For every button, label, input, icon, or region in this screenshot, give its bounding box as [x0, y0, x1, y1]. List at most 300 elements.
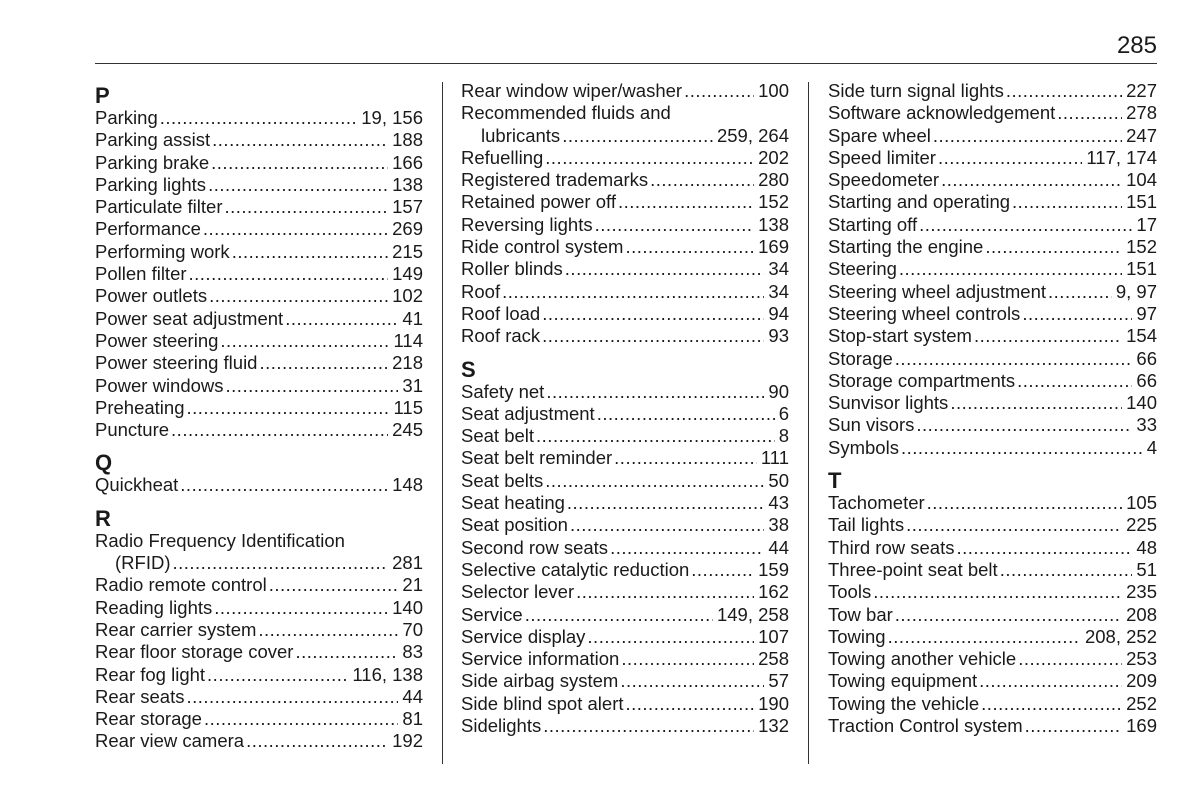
page-reference: 114 — [393, 329, 423, 351]
page-reference: 215 — [392, 240, 423, 262]
page-reference: 4 — [1146, 436, 1157, 458]
index-entry — [95, 330, 423, 352]
dot-leader — [171, 419, 388, 441]
dot-leader — [587, 626, 754, 648]
page-reference: 208 — [1126, 603, 1157, 625]
index-entry — [95, 708, 423, 730]
index-term: Side airbag system — [461, 670, 619, 692]
index-term: Rear carrier system — [95, 618, 257, 640]
index-term: Towing — [828, 625, 886, 647]
dot-leader — [899, 258, 1122, 280]
index-term: Rear floor storage cover — [95, 641, 294, 663]
index-term: Parking lights — [95, 173, 207, 195]
page-reference: 21 — [402, 574, 423, 596]
section-letter-s: S — [461, 356, 476, 382]
dot-leader — [621, 648, 754, 670]
dot-leader — [207, 664, 348, 686]
page-reference: 218 — [392, 352, 423, 374]
page-reference: 140 — [392, 596, 423, 618]
index-term: Power seat adjustment — [95, 307, 284, 329]
index-entry — [828, 559, 1157, 581]
dot-leader — [950, 392, 1122, 414]
page-reference: 50 — [768, 469, 789, 491]
dot-leader — [620, 670, 764, 692]
dot-leader — [545, 147, 754, 169]
index-entry — [461, 715, 789, 737]
dot-leader — [956, 537, 1132, 559]
page-reference: 93 — [768, 325, 789, 347]
index-entry — [95, 263, 423, 285]
dot-leader — [546, 381, 764, 403]
dot-leader — [565, 258, 765, 280]
index-entry — [461, 381, 789, 403]
dot-leader — [542, 325, 764, 347]
dot-leader — [214, 597, 388, 619]
dot-leader — [927, 492, 1122, 514]
index-term: Parking — [95, 107, 158, 128]
dot-leader — [614, 447, 757, 469]
index-entry — [828, 169, 1157, 191]
index-entry-term-line — [461, 102, 789, 124]
index-term: Three-point seat belt — [828, 558, 998, 580]
index-term: Rear window wiper/washer — [461, 80, 683, 101]
index-term: Performing work — [95, 240, 230, 262]
index-entry — [828, 414, 1157, 436]
page-reference: 17 — [1136, 213, 1157, 235]
page-reference: 33 — [1136, 414, 1157, 436]
index-term: Starting the engine — [828, 236, 984, 258]
index-term: Storage — [828, 347, 893, 369]
index-entry — [461, 693, 789, 715]
page-reference: 107 — [758, 625, 789, 647]
dot-leader — [180, 474, 388, 496]
page-reference: 132 — [758, 715, 789, 737]
dot-leader — [186, 397, 389, 419]
page-reference: 247 — [1126, 124, 1157, 146]
page-reference: 34 — [768, 280, 789, 302]
dot-leader — [189, 263, 389, 285]
dot-leader — [295, 641, 398, 663]
index-term: Rear fog light — [95, 663, 206, 685]
column-divider — [808, 82, 809, 764]
page-reference: 278 — [1126, 102, 1157, 124]
section-letter-q: Q — [95, 450, 113, 476]
index-term: Traction Control system — [828, 715, 1023, 737]
index-term: Recommended fluids and — [461, 102, 671, 124]
index-term: Starting and operating — [828, 191, 1011, 213]
dot-leader — [941, 169, 1122, 191]
page-reference: 48 — [1136, 536, 1157, 558]
index-term: Software acknowledgement — [828, 102, 1056, 124]
index-term: Tachometer — [828, 492, 925, 514]
page-reference: 281 — [392, 552, 423, 574]
page-reference: 227 — [1126, 80, 1157, 101]
index-entry — [828, 214, 1157, 236]
index-entry — [828, 303, 1157, 325]
dot-leader — [895, 348, 1133, 370]
index-entry — [828, 514, 1157, 536]
page-reference: 38 — [768, 514, 789, 536]
index-term: Refuelling — [461, 146, 544, 168]
index-term: Pollen filter — [95, 263, 187, 285]
index-term: Radio remote control — [95, 574, 267, 596]
page-reference: 66 — [1136, 347, 1157, 369]
dot-leader — [545, 470, 764, 492]
dot-leader — [172, 552, 388, 574]
index-term: Power outlets — [95, 285, 208, 307]
index-entry — [95, 241, 423, 263]
index-entry — [95, 375, 423, 397]
index-term: Seat belt — [461, 425, 535, 447]
index-entry — [95, 574, 423, 596]
page-reference: 280 — [758, 169, 789, 191]
index-entry — [461, 492, 789, 514]
dot-leader — [209, 285, 388, 307]
dot-leader — [211, 152, 388, 174]
page-number: 285 — [1116, 32, 1157, 59]
index-term: Towing the vehicle — [828, 692, 980, 714]
dot-leader — [285, 308, 398, 330]
page-reference: 259, 264 — [716, 124, 789, 146]
page-reference: 169 — [1126, 715, 1157, 737]
index-term: Steering wheel controls — [828, 302, 1021, 324]
index-column-1 — [95, 80, 423, 753]
dot-leader — [691, 559, 754, 581]
index-term: Seat position — [461, 514, 568, 536]
index-term: Quickheat — [95, 474, 179, 496]
dot-leader — [226, 375, 399, 397]
section-letter-r: R — [95, 505, 111, 531]
index-entry — [461, 648, 789, 670]
page-reference: 208, 252 — [1084, 625, 1157, 647]
dot-leader — [1017, 370, 1132, 392]
index-entry — [828, 191, 1157, 213]
index-entry — [95, 641, 423, 663]
page-reference: 258 — [758, 648, 789, 670]
index-term: Retained power off — [461, 191, 616, 213]
index-entry — [461, 147, 789, 169]
page-reference: 148 — [392, 474, 423, 496]
dot-leader — [1012, 191, 1122, 213]
index-term: Roof — [461, 280, 501, 302]
page-reference: 100 — [758, 80, 789, 101]
index-entry — [828, 236, 1157, 258]
dot-leader — [625, 236, 754, 258]
page-reference: 66 — [1136, 369, 1157, 391]
section-letter-t: T — [828, 468, 842, 494]
dot-leader — [536, 425, 775, 447]
index-term: Preheating — [95, 396, 185, 418]
index-entry — [461, 470, 789, 492]
index-term: Symbols — [828, 436, 899, 458]
page-reference: 235 — [1126, 581, 1157, 603]
dot-leader — [225, 196, 389, 218]
index-entry — [828, 281, 1157, 303]
index-entry — [461, 537, 789, 559]
index-entry — [95, 308, 423, 330]
index-term: Parking assist — [95, 129, 211, 151]
dot-leader — [626, 693, 755, 715]
index-entry — [461, 80, 789, 102]
dot-leader — [525, 604, 713, 626]
page-reference: 140 — [1126, 392, 1157, 414]
index-entry — [95, 664, 423, 686]
dot-leader — [1000, 559, 1133, 581]
page-reference: 149 — [392, 263, 423, 285]
dot-leader — [567, 492, 765, 514]
index-entry — [828, 80, 1157, 102]
dot-leader — [204, 708, 398, 730]
index-term: Rear view camera — [95, 730, 245, 752]
dot-leader — [985, 236, 1122, 258]
index-entry — [828, 537, 1157, 559]
page-reference: 117, 174 — [1086, 146, 1157, 168]
index-term: Service information — [461, 648, 620, 670]
index-term: Third row seats — [828, 536, 955, 558]
index-term: Seat belt reminder — [461, 447, 613, 469]
index-entry — [828, 604, 1157, 626]
page-reference: 9, 97 — [1115, 280, 1157, 302]
index-entry — [95, 129, 423, 151]
dot-leader — [916, 414, 1132, 436]
page-reference: 94 — [768, 302, 789, 324]
dot-leader — [258, 619, 398, 641]
index-entry — [461, 303, 789, 325]
index-term: Roller blinds — [461, 258, 563, 280]
dot-leader — [938, 147, 1082, 169]
page-reference: 116, 138 — [352, 663, 423, 685]
index-term: Radio Frequency Identification — [95, 529, 345, 551]
dot-leader — [1057, 102, 1122, 124]
index-entry — [461, 670, 789, 692]
index-entry — [461, 281, 789, 303]
column-divider — [442, 82, 443, 764]
index-term: Seat belts — [461, 469, 544, 491]
index-term: Tow bar — [828, 603, 893, 625]
page-reference: 111 — [760, 447, 789, 469]
index-term: Sidelights — [461, 715, 542, 737]
index-entry — [95, 196, 423, 218]
page-reference: 192 — [392, 730, 423, 752]
dot-leader — [650, 169, 754, 191]
index-entry — [461, 425, 789, 447]
index-term: Ride control system — [461, 236, 624, 258]
dot-leader — [888, 626, 1081, 648]
index-entry — [461, 403, 789, 425]
dot-leader — [901, 437, 1143, 459]
index-term: Registered trademarks — [461, 169, 649, 191]
dot-leader — [981, 693, 1122, 715]
index-entry — [95, 474, 423, 496]
index-term: Performance — [95, 218, 201, 240]
page-reference: 8 — [778, 425, 789, 447]
index-entry — [95, 218, 423, 240]
index-entry — [461, 581, 789, 603]
page-reference: 70 — [402, 618, 423, 640]
page-reference: 138 — [758, 213, 789, 235]
dot-leader — [933, 125, 1122, 147]
page-reference: 245 — [392, 419, 423, 441]
dot-leader — [246, 730, 388, 752]
index-term: Speedometer — [828, 169, 940, 191]
dot-leader — [1018, 648, 1122, 670]
index-entry — [828, 258, 1157, 280]
page-reference: 41 — [402, 307, 423, 329]
page-reference: 151 — [1126, 191, 1157, 213]
index-entry — [461, 325, 789, 347]
page-reference: 162 — [758, 581, 789, 603]
index-term: Power steering fluid — [95, 352, 258, 374]
page-reference: 159 — [758, 558, 789, 580]
dot-leader — [576, 581, 754, 603]
dot-leader — [186, 686, 398, 708]
page-reference: 19, 156 — [361, 107, 423, 128]
page-reference: 43 — [768, 492, 789, 514]
index-term: Power windows — [95, 374, 224, 396]
index-entry — [461, 559, 789, 581]
index-entry — [828, 147, 1157, 169]
index-term: Selective catalytic reduction — [461, 558, 690, 580]
dot-leader — [1025, 715, 1122, 737]
index-term: Tools — [828, 581, 872, 603]
index-term: Rear storage — [95, 708, 202, 730]
index-term: Steering wheel adjustment — [828, 280, 1047, 302]
index-term: Spare wheel — [828, 124, 931, 146]
dot-leader — [618, 191, 754, 213]
page-reference: 97 — [1136, 302, 1157, 324]
page-reference: 31 — [402, 374, 423, 396]
dot-leader — [895, 604, 1122, 626]
index-column-3 — [828, 80, 1157, 737]
index-column-2 — [461, 80, 789, 737]
page-reference: 190 — [758, 692, 789, 714]
index-term: Service — [461, 603, 523, 625]
index-term: Reading lights — [95, 596, 213, 618]
page-reference: 105 — [1126, 492, 1157, 514]
index-entry — [461, 169, 789, 191]
page-reference: 6 — [778, 402, 789, 424]
index-entry — [95, 152, 423, 174]
index-entry — [828, 693, 1157, 715]
index-entry — [828, 648, 1157, 670]
index-term: Starting off — [828, 213, 918, 235]
page-reference: 81 — [402, 708, 423, 730]
dot-leader — [160, 107, 358, 129]
index-term: Side blind spot alert — [461, 692, 624, 714]
index-entry — [95, 352, 423, 374]
index-entry — [828, 370, 1157, 392]
index-term-continuation: (RFID) — [115, 552, 171, 574]
index-term: Sun visors — [828, 414, 915, 436]
page-reference: 269 — [392, 218, 423, 240]
index-term: Service display — [461, 625, 586, 647]
index-entry — [95, 419, 423, 441]
dot-leader — [203, 218, 388, 240]
index-term: Rear seats — [95, 685, 185, 707]
index-entry — [95, 107, 423, 129]
page-reference: 44 — [402, 685, 423, 707]
section-letter-p: P — [95, 83, 110, 108]
header-rule — [95, 63, 1157, 64]
page-reference: 90 — [768, 380, 789, 402]
dot-leader — [570, 514, 764, 536]
index-entry — [828, 492, 1157, 514]
index-entry — [461, 447, 789, 469]
page-reference: 225 — [1126, 514, 1157, 536]
index-term: Second row seats — [461, 536, 609, 558]
index-entry — [95, 397, 423, 419]
index-entry — [461, 604, 789, 626]
index-entry — [95, 597, 423, 619]
page-reference: 209 — [1126, 670, 1157, 692]
index-term-continuation: lubricants — [481, 124, 561, 146]
dot-leader — [1022, 303, 1132, 325]
index-entry — [828, 348, 1157, 370]
dot-leader — [220, 330, 389, 352]
dot-leader — [502, 281, 764, 303]
index-entry-term-line — [95, 530, 423, 552]
index-entry — [95, 552, 423, 574]
dot-leader — [1048, 281, 1112, 303]
page-reference: 152 — [758, 191, 789, 213]
dot-leader — [232, 241, 388, 263]
index-entry — [461, 236, 789, 258]
page-reference: 115 — [393, 396, 423, 418]
index-term: Safety net — [461, 380, 545, 402]
page-reference: 102 — [392, 285, 423, 307]
dot-leader — [597, 403, 775, 425]
index-entry — [828, 626, 1157, 648]
index-term: Sunvisor lights — [828, 392, 949, 414]
dot-leader — [684, 80, 754, 102]
index-term: Steering — [828, 258, 897, 280]
index-term: Tail lights — [828, 514, 905, 536]
index-entry — [461, 258, 789, 280]
dot-leader — [595, 214, 755, 236]
dot-leader — [979, 670, 1122, 692]
index-entry — [828, 102, 1157, 124]
index-entry — [95, 730, 423, 752]
index-entry — [828, 125, 1157, 147]
index-term: Roof rack — [461, 325, 541, 347]
index-entry — [95, 285, 423, 307]
index-entry — [828, 581, 1157, 603]
dot-leader — [259, 352, 388, 374]
page-reference: 202 — [758, 146, 789, 168]
page-reference: 51 — [1136, 558, 1157, 580]
page-reference: 152 — [1126, 236, 1157, 258]
index-entry — [95, 174, 423, 196]
index-entry — [828, 437, 1157, 459]
dot-leader — [610, 537, 764, 559]
index-entry — [461, 125, 789, 147]
index-entry — [95, 686, 423, 708]
page-reference: 252 — [1126, 692, 1157, 714]
dot-leader — [543, 715, 754, 737]
index-term: Seat adjustment — [461, 402, 595, 424]
page-reference: 188 — [392, 129, 423, 151]
page-reference: 83 — [402, 641, 423, 663]
page-reference: 253 — [1126, 648, 1157, 670]
page-reference: 138 — [392, 173, 423, 195]
index-entry — [461, 514, 789, 536]
page-reference: 169 — [758, 236, 789, 258]
page-reference: 166 — [392, 151, 423, 173]
index-term: Particulate filter — [95, 196, 223, 218]
dot-leader — [212, 129, 388, 151]
index-entry — [461, 191, 789, 213]
dot-leader — [974, 325, 1122, 347]
